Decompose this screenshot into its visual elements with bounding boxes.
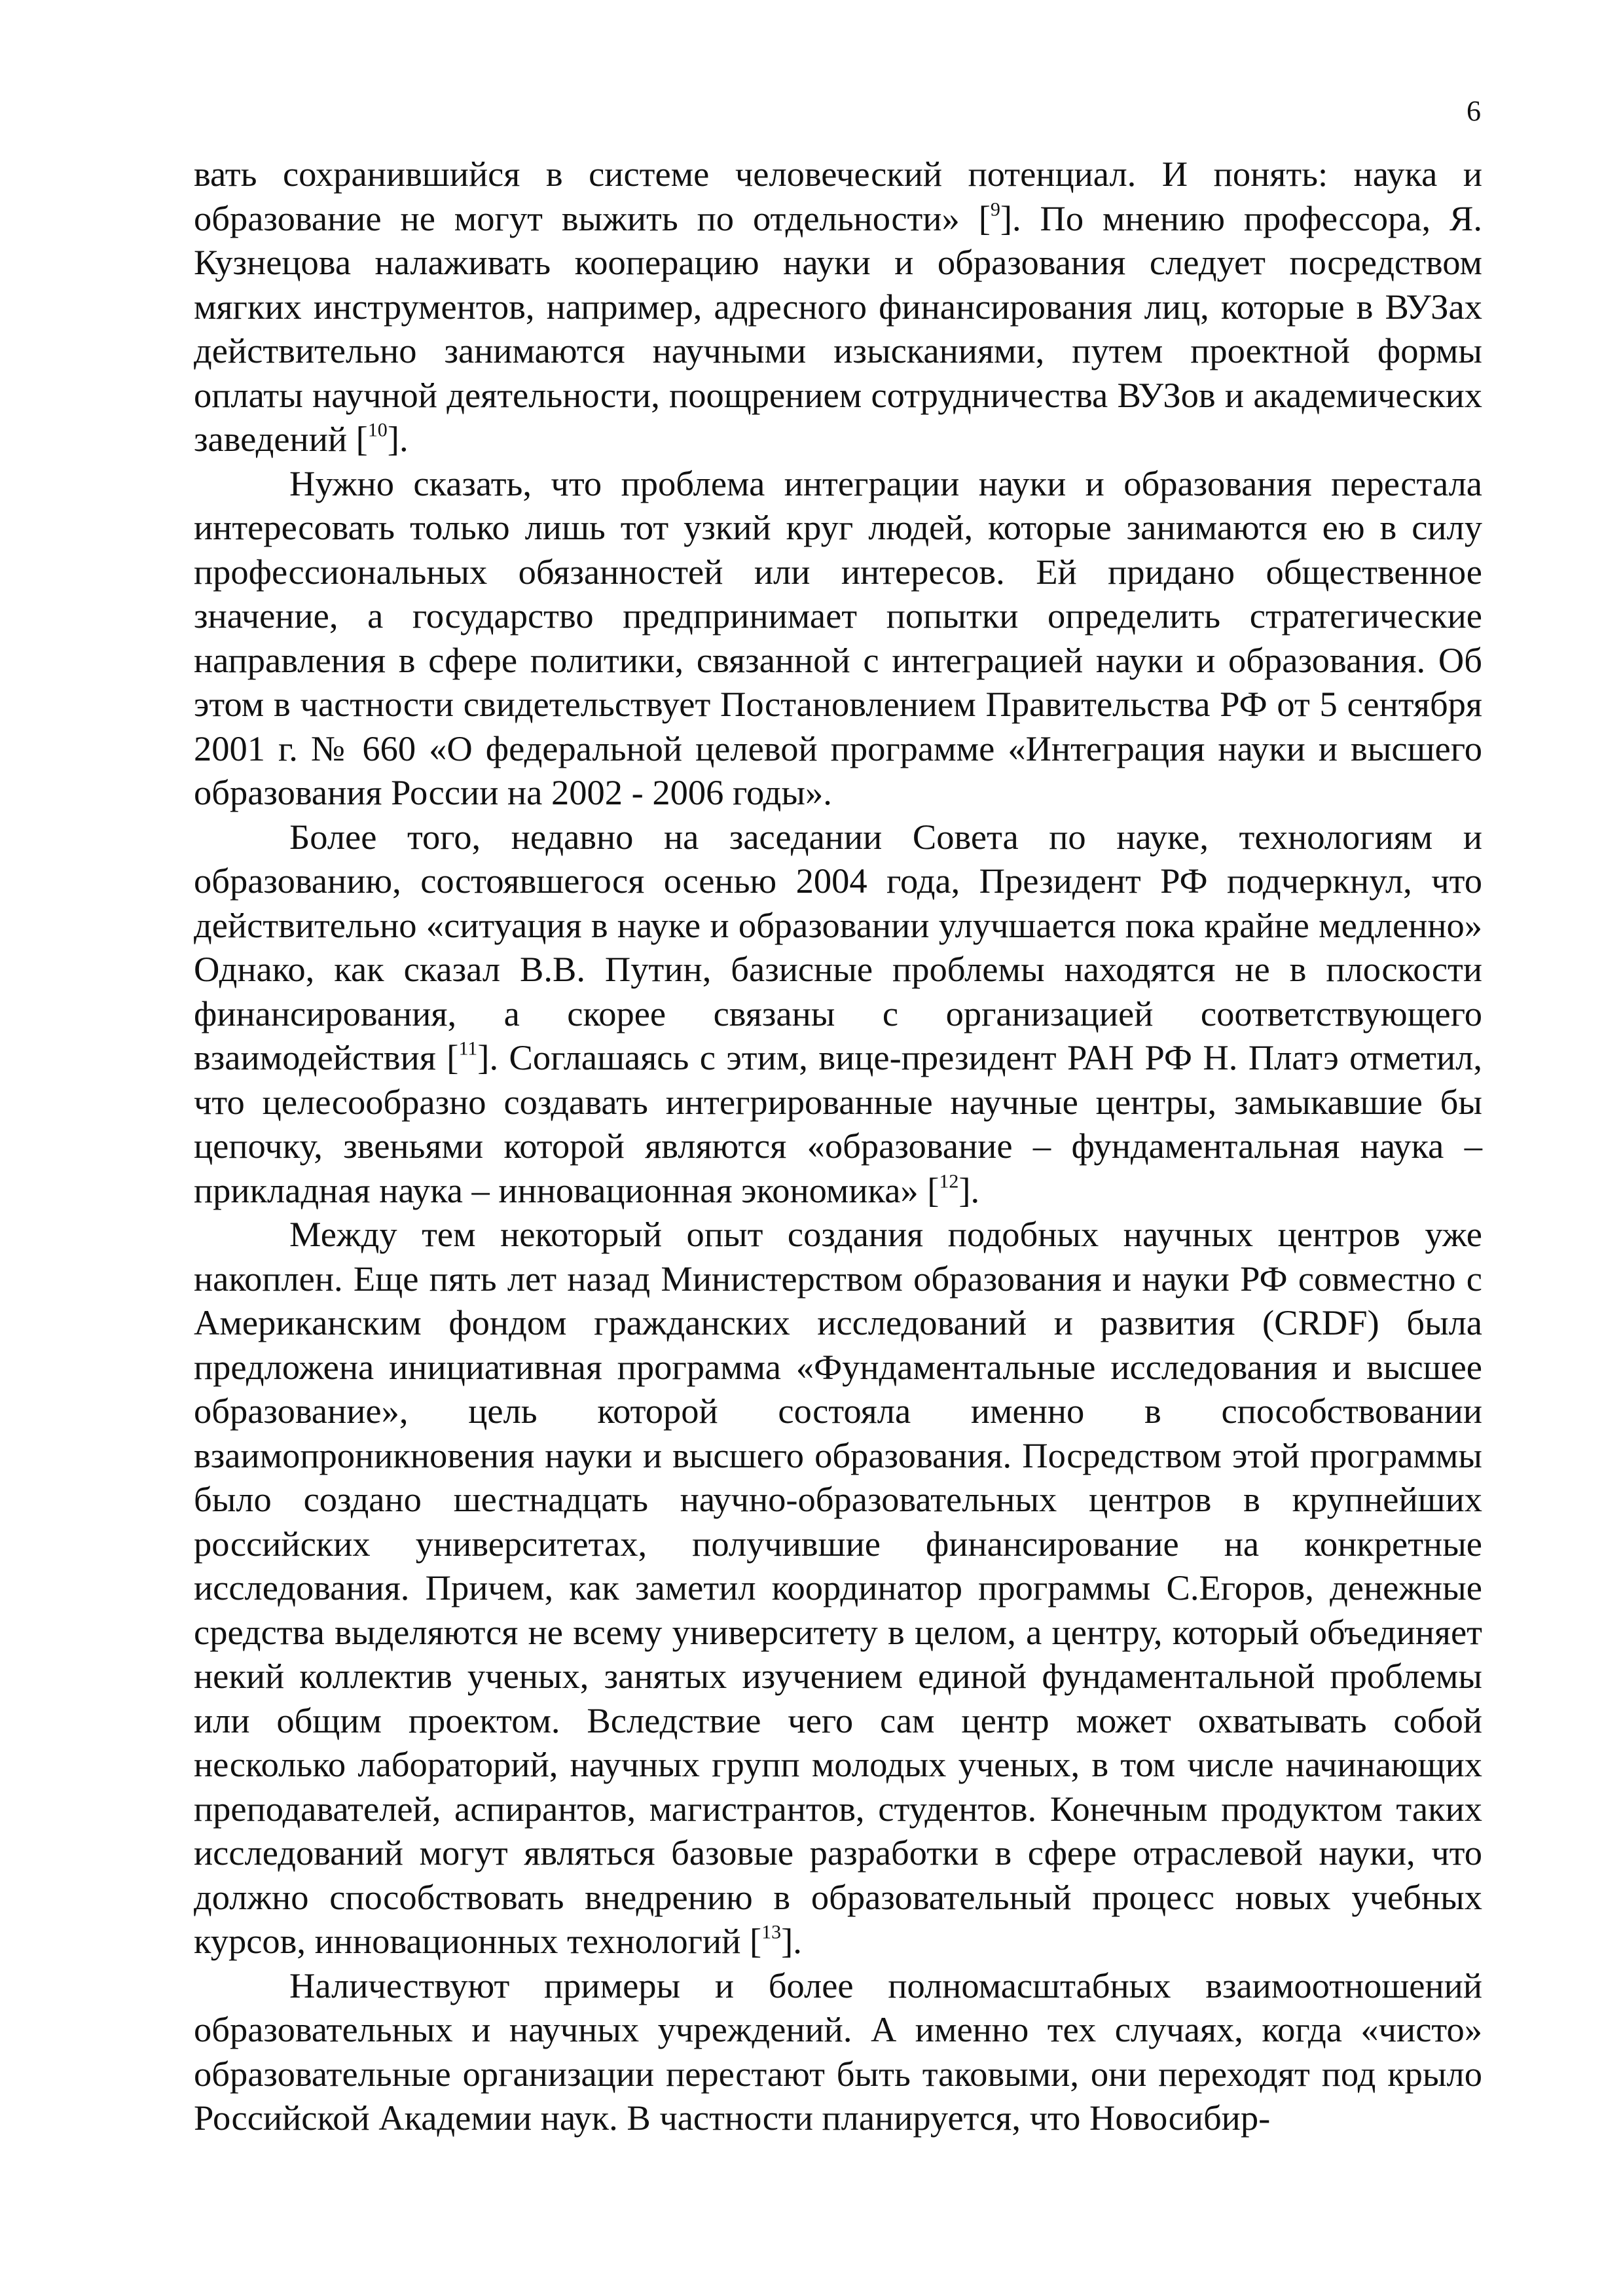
- paragraph-4: [194, 1212, 1482, 1964]
- paragraph-1: [194, 152, 1482, 461]
- citation-ref: [$^{13}$]: [749, 1921, 793, 1961]
- paragraph-text: .: [399, 419, 409, 459]
- paragraph-text: Более того, недавно на заседании Совета по науке, технологиям и образованию, состоявшегося осенью 2004 года, Президент РФ подчеркнул, что действительно «ситуация в науке и образовании улучшается пока крайне медленно» Однако, как сказал В.В. Путин, базисные проблемы находятся не в плоскости финансирования, а скорее связаны с организацией соответствующего взаимодействия: [194, 816, 1482, 1077]
- page-number: 6: [1467, 95, 1481, 127]
- paragraph-text: Наличествуют примеры и более полномасштабных взаимоотношений образовательных и научных учреждений. А именно тех случаях, когда «чисто» образовательные организации перестают быть таковыми, они переходят под крыло Российской Академии наук. В частности планируется, что Новосибир-: [194, 1965, 1482, 2138]
- citation-number: 10: [367, 419, 388, 441]
- paragraph-text: Между тем некоторый опыт создания подобных научных центров уже накоплен. Еще пять лет назад Министерством образования и науки РФ совместно с Американским фондом гражданских исследований и развития (CRDF) была предложена инициативная программа «Фундаментальные исследования и высшее образование», цель которой состояла именно в способствовании взаимопроникновения науки и высшего образования. Посредством этой программы было создано шестнадцать научно-образовательных центров в крупнейших российских университетах, получившие финансирование на конкретные исследования. Причем, как заметил координатор программы С.Егоров, денежные средства выделяются не всему университету в целом, а центру, который объединяет некий коллектив ученых, занятых изучением единой фундаментальной проблемы или общим проектом. Вследствие чего сам центр может охватывать собой несколько лабораторий, научных групп молодых ученых, в том числе начинающих преподавателей, аспирантов, магистрантов, студентов. Конечным продуктом таких исследований могут являться базовые разработки в сфере отраслевой науки, что должно способствовать внедрению в образовательный процесс новых учебных курсов, инновационных технологий: [194, 1214, 1482, 1961]
- paragraph-5: [194, 1964, 1482, 2140]
- citation-ref: [$^9$]: [978, 198, 1012, 238]
- citation-ref: [$^{11}$]: [447, 1037, 490, 1077]
- paragraph-text: . По мнению профессора, Я. Кузнецова налаживать кооперацию науки и образования следует посредством мягких инструментов, например, адресного финансирования лиц, которые в ВУЗах действительно занимаются научными изысканиями, путем проектной формы оплаты научной деятельности, поощрением сотрудничества ВУЗов и академических заведений: [194, 198, 1482, 459]
- citation-number: 12: [939, 1170, 959, 1193]
- citation-ref: [$^{12}$]: [927, 1170, 971, 1210]
- citation-number: 13: [761, 1921, 782, 1943]
- paragraph-text: . Соглашаясь с этим, вице-президент РАН РФ Н. Платэ отметил, что целесообразно создавать интегрированные научные центры, замыкавшие бы цепочку, звеньями которой являются «образование – фундаментальная наука – прикладная наука – инновационная экономика»: [194, 1037, 1482, 1210]
- paragraph-text: .: [793, 1921, 802, 1961]
- document-body: [194, 152, 1482, 2140]
- paragraph-text: вать сохранившийся в системе человеческий потенциал. И понять: наука и образование не могут выжить по отдельности»: [194, 154, 1482, 238]
- paragraph-2: [194, 461, 1482, 815]
- paragraph-3: [194, 815, 1482, 1213]
- citation-ref: [$^{10}$]: [356, 419, 399, 459]
- paragraph-text: .: [970, 1170, 980, 1210]
- paragraph-text: Нужно сказать, что проблема интеграции науки и образования перестала интересовать только лишь тот узкий круг людей, которые занимаются ею в силу профессиональных обязанностей или интересов. Ей придано общественное значение, а государство предпринимает попытки определить стратегические направления в сфере политики, связанной с интеграцией науки и образования. Об этом в частности свидетельствует Постановлением Правительства РФ от 5 сентября 2001 г. № 660 «О федеральной целевой программе «Интеграция науки и высшего образования России на 2002 - 2006 годы».: [194, 463, 1482, 812]
- citation-number: 9: [990, 198, 1000, 221]
- citation-number: 11: [458, 1037, 478, 1060]
